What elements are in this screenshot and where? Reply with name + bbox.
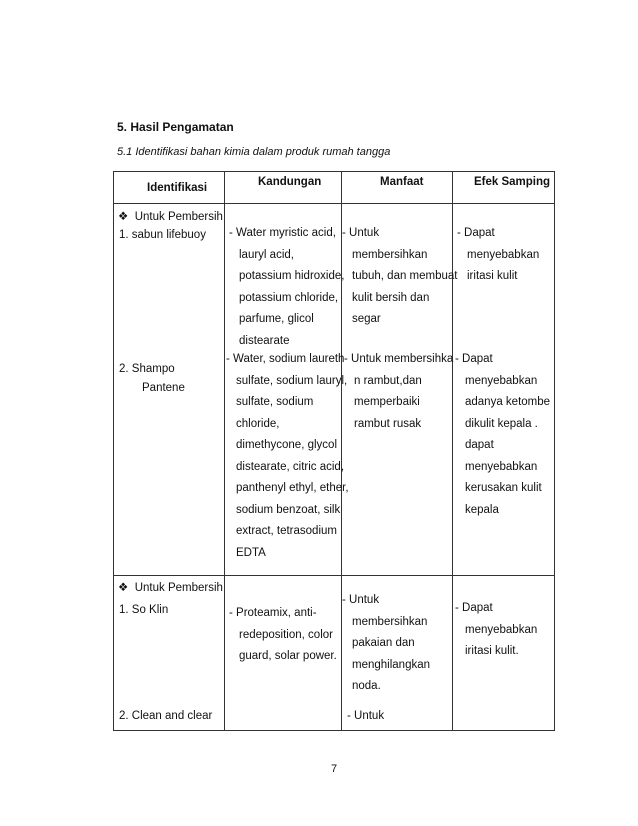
header-manfaat: Manfaat <box>380 176 424 188</box>
manfaat-cell: - Untuk <box>347 710 385 722</box>
section-heading: 5. Hasil Pengamatan <box>117 120 234 134</box>
column-divider <box>224 172 225 730</box>
kandungan-cell: - Water, sodium laureth sulfate, sodium lauryl, sulfate, sodium chloride, dimethycone, glycol distearate, citric acid, panthenyl ethyl, ether, sodium benzoat, silk extract, tetrasodium EDTA <box>226 353 349 559</box>
manfaat-cell: - Untuk membersihkan pakaian dan menghilangkan noda. <box>342 594 431 692</box>
category-label: ❖ Untuk Pembersih <box>118 582 223 594</box>
efek-cell: - Dapat menyebabkan adanya ketombe dikulit kepala . dapat menyebabkan kerusakan kulit kepala <box>455 353 551 516</box>
category-label: ❖ Untuk Pembersih <box>118 211 223 223</box>
header-divider <box>114 203 554 204</box>
diamond-bullet-icon: ❖ <box>118 582 129 594</box>
manfaat-cell: - Untuk membersihkan tubuh, dan membuat kulit bersih dan segar <box>342 227 458 325</box>
kandungan-cell: - Proteamix, anti- redeposition, color guard, solar power. <box>229 607 337 662</box>
subsection-heading: 5.1 Identifikasi bahan kimia dalam produk rumah tangga <box>117 146 391 158</box>
header-efek-samping: Efek Samping <box>474 176 551 188</box>
diamond-bullet-icon: ❖ <box>118 211 129 223</box>
item-name: 2. Shampo <box>119 363 175 375</box>
row-divider <box>114 575 554 576</box>
item-name: 1. sabun lifebuoy <box>119 229 206 241</box>
header-kandungan: Kandungan <box>258 176 322 188</box>
item-name: 2. Clean and clear <box>119 710 213 722</box>
efek-cell: - Dapat menyebabkan iritasi kulit <box>457 227 540 282</box>
item-name-continued: Pantene <box>142 382 185 394</box>
kandungan-cell: - Water myristic acid, lauryl acid, potassium hidroxide, potassium chloride, parfume, glicol distearate <box>229 227 345 347</box>
manfaat-cell: - Untuk membersihka n rambut,dan memperbaiki rambut rusak <box>344 353 454 430</box>
identification-table <box>113 171 555 731</box>
efek-cell: - Dapat menyebabkan iritasi kulit. <box>455 602 538 657</box>
header-identifikasi: Identifikasi <box>147 182 208 194</box>
page-number: 7 <box>331 763 338 775</box>
item-name: 1. So Klin <box>119 604 169 616</box>
